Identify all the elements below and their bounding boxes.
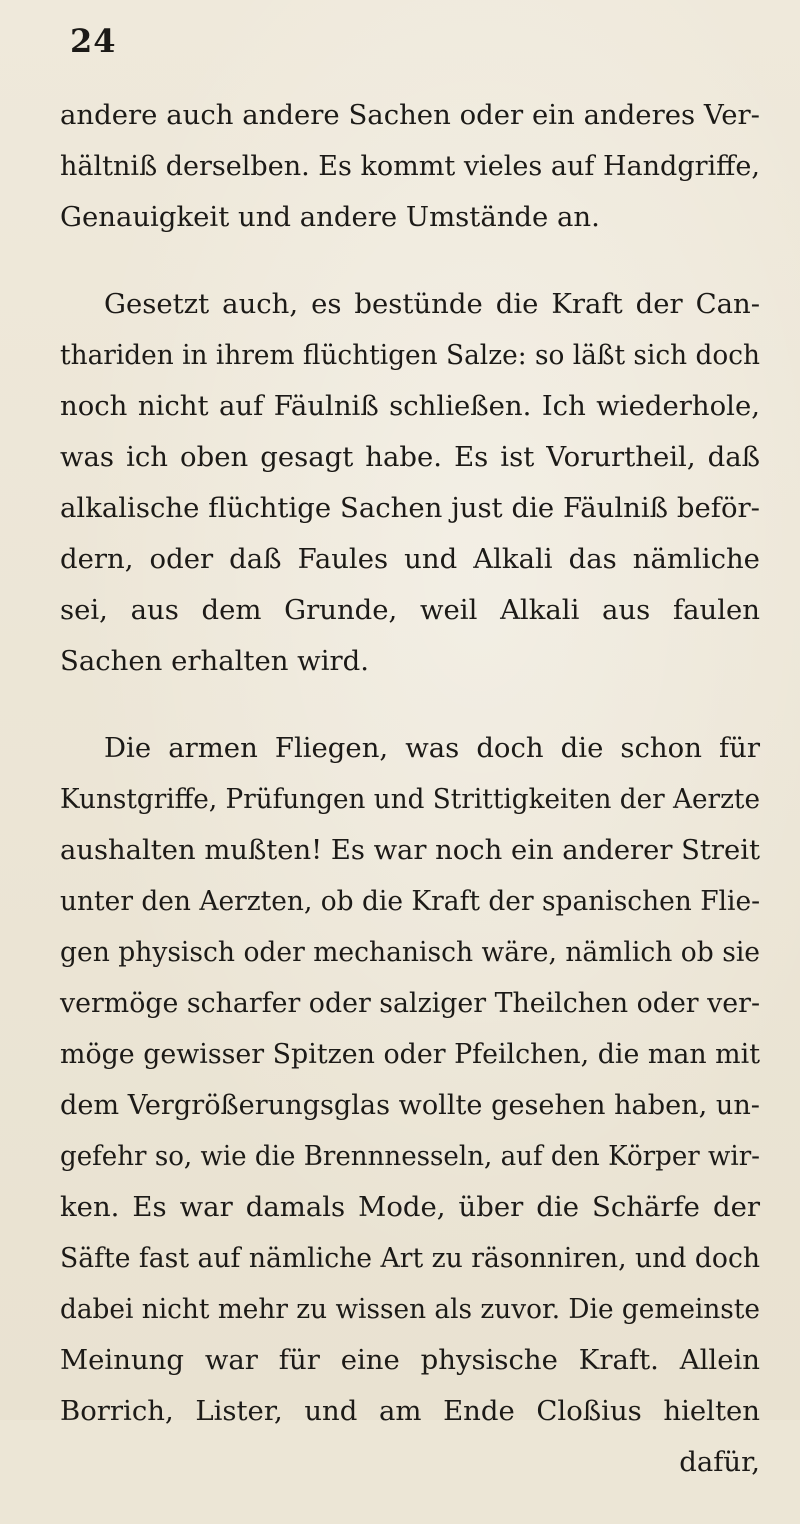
text-line: was ich oben gesagt habe. Es ist Vorurtheil, daß — [60, 441, 760, 473]
text-line: Kunstgriffe, Prüfungen und Strittigkeiten der Aerzte — [60, 783, 761, 815]
page-number: 24 — [70, 22, 117, 60]
text-line: Genauigkeit und andere Umstände an. — [60, 201, 600, 233]
text-line: möge gewisser Spitzen oder Pfeilchen, die man mit — [60, 1038, 761, 1070]
text-line: gen physisch oder mechanisch wäre, nämlich ob sie — [60, 936, 761, 968]
text-line: Die armen Fliegen, was doch die schon für — [104, 732, 761, 764]
body-text — [60, 90, 760, 1524]
text-line: Borrich, Lister, und am Ende Cloßius hielten — [60, 1395, 761, 1427]
text-line: ken. Es war damals Mode, über die Schärfe der — [60, 1191, 760, 1223]
text-line: unter den Aerzten, ob die Kraft der spanischen Flie- — [60, 885, 761, 917]
text-line: sei, aus dem Grunde, weil Alkali aus faulen — [60, 594, 761, 626]
text-line: hältniß derselben. Es kommt vieles auf Handgriffe, — [60, 150, 760, 182]
text-line: Sachen erhalten wird. — [60, 645, 369, 677]
text-line: Säfte fast auf nämliche Art zu räsonniren, und doch — [60, 1242, 761, 1274]
text-line: Gesetzt auch, es bestünde die Kraft der Can- — [104, 288, 761, 320]
text-line: aushalten mußten! Es war noch ein anderer Streit — [60, 834, 760, 866]
text-line: dern, oder daß Faules und Alkali das nämliche — [60, 543, 760, 575]
text-line: vermöge scharfer oder salziger Theilchen oder ver- — [60, 987, 761, 1019]
text-line: andere auch andere Sachen oder ein anderes Ver- — [60, 99, 760, 131]
text-line: thariden in ihrem flüchtigen Salze: so läßt sich doch — [60, 339, 760, 371]
text-line: noch nicht auf Fäulniß schließen. Ich wiederhole, — [60, 390, 760, 422]
paragraph-2 — [60, 279, 760, 687]
text-line: dem Vergrößerungsglas wollte gesehen haben, un- — [60, 1089, 760, 1121]
text-line: dafür, — [679, 1446, 760, 1478]
text-line: dabei nicht mehr zu wissen als zuvor. Die gemeinste — [60, 1293, 760, 1325]
text-line: gefehr so, wie die Brennnesseln, auf den Körper wir- — [60, 1140, 761, 1172]
text-line: Meinung war für eine physische Kraft. Allein — [60, 1344, 760, 1376]
paragraph-3 — [60, 723, 760, 1488]
text-line: alkalische flüchtige Sachen just die Fäulniß beför- — [60, 492, 760, 524]
paragraph-1 — [60, 90, 760, 243]
